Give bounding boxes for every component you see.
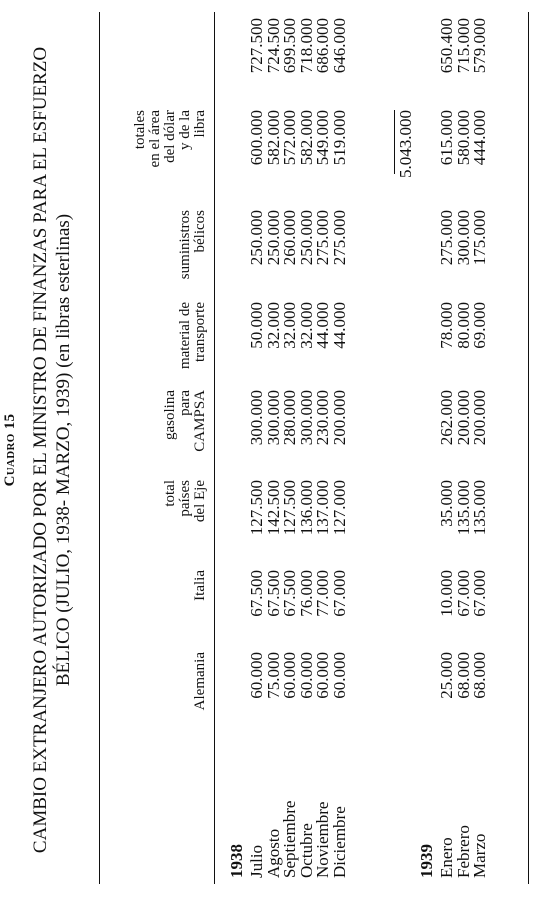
- bottom-rule: [528, 12, 529, 884]
- column-header-line: suministros: [177, 210, 193, 280]
- table-cell: 686.000: [313, 18, 333, 74]
- table-cell: 572.000: [280, 110, 300, 166]
- table-cell: 75.000: [263, 652, 283, 699]
- table-cell: 67.500: [280, 570, 300, 617]
- column-header-line: países: [177, 480, 193, 517]
- column-header-line: y de la: [177, 110, 193, 150]
- table-title-line2: BÉLICO (JULIO, 1938- MARZO, 1939) (en libras esterlinas): [53, 213, 74, 687]
- table-cell: 444.000: [470, 110, 490, 166]
- table-cell: 724.500: [263, 18, 283, 74]
- column-header-italia: [193, 570, 208, 640]
- table-cell: 300.000: [247, 390, 266, 446]
- column-header-line: total: [162, 480, 178, 507]
- table-cell: 715.000: [453, 18, 473, 74]
- table-cell: 69.000: [470, 302, 490, 349]
- table-cell: 137.000: [313, 480, 333, 536]
- table-cell: 727.500: [247, 18, 266, 74]
- table-cell: 250.000: [263, 210, 283, 266]
- column-header-line: CAMPSA: [192, 390, 208, 452]
- column-header-gasolina: [163, 390, 208, 460]
- table-cell: 275.000: [313, 210, 333, 266]
- table-cell: 280.000: [280, 390, 300, 446]
- table-cell: 60.000: [280, 652, 300, 699]
- table-cell: 67.000: [453, 570, 473, 617]
- table-cell: 260.000: [280, 210, 300, 266]
- table-cell: 262.000: [437, 390, 456, 446]
- table-cell: 50.000: [247, 302, 266, 349]
- table-cell: 136.000: [296, 480, 316, 536]
- table-cell: 60.000: [313, 652, 333, 699]
- table-cell: 44.000: [330, 302, 349, 349]
- table-cell: 300.000: [453, 210, 473, 266]
- table-cell: 582.000: [296, 110, 316, 166]
- table-cell: 32.000: [263, 302, 283, 349]
- column-header-line: material de: [177, 302, 193, 370]
- column-header-line: totales: [132, 110, 148, 150]
- table-cell: 579.000: [470, 18, 490, 74]
- table-cell: 76.000: [296, 570, 316, 617]
- table-cell: 135.000: [453, 480, 473, 536]
- table-cell: 77.000: [313, 570, 333, 617]
- table-cell: 44.000: [313, 302, 333, 349]
- table-cell: 250.000: [296, 210, 316, 266]
- row-label: Octubre: [296, 823, 316, 878]
- column-header-line: libra: [192, 110, 208, 138]
- column-header-alemania: [193, 652, 208, 722]
- column-header-suministros: [178, 210, 208, 280]
- caption-number: 15: [2, 413, 18, 434]
- table-cell: 68.000: [470, 652, 490, 699]
- column-header-line: Italia: [192, 570, 208, 601]
- table-cell: 78.000: [437, 302, 456, 349]
- column-header-line: del Eje: [192, 480, 208, 523]
- table-cell: 275.000: [437, 210, 456, 266]
- table-cell: 519.000: [330, 110, 349, 166]
- column-header-total_eje: [163, 480, 208, 550]
- header-rule: [214, 12, 215, 884]
- table-cell: 10.000: [437, 570, 456, 617]
- column-header-area_dolar: [133, 110, 208, 180]
- row-label: Diciembre: [330, 806, 349, 878]
- table-cell: 67.000: [470, 570, 490, 617]
- table-title-line1: CAMBIO EXTRANJERO AUTORIZADO POR EL MINISTRO DE FINANZAS PARA EL ESFUERZO: [30, 46, 51, 854]
- table-cell: 250.000: [247, 210, 266, 266]
- table-cell: 300.000: [296, 390, 316, 446]
- table-cell: 200.000: [470, 390, 490, 446]
- table-cell: 200.000: [330, 390, 349, 446]
- top-rule: [99, 12, 100, 884]
- column-header-line: del dólar: [162, 110, 178, 163]
- table-cell: 127.500: [280, 480, 300, 536]
- column-header-line: bélicos: [192, 210, 208, 253]
- table-cell: 25.000: [437, 652, 456, 699]
- caption-prefix: C: [2, 475, 18, 487]
- table-cell: 35.000: [437, 480, 456, 527]
- table-cell: 600.000: [247, 110, 266, 166]
- table-cell: 300.000: [263, 390, 283, 446]
- column-header-line: en el área: [147, 110, 163, 168]
- row-label: Septiembre: [280, 800, 300, 878]
- grand-total: 5.043.000: [396, 110, 415, 178]
- table-cell: 699.500: [280, 18, 300, 74]
- row-label: Agosto: [263, 828, 283, 878]
- table-cell: 32.000: [296, 302, 316, 349]
- table-cell: 60.000: [247, 652, 266, 699]
- row-label: Julio: [247, 844, 266, 878]
- table-cell: 135.000: [470, 480, 490, 536]
- table-cell: 646.000: [330, 18, 349, 74]
- row-label: Enero: [437, 837, 456, 878]
- table-cell: 32.000: [280, 302, 300, 349]
- table-cell: 615.000: [437, 110, 456, 166]
- caption-small: UADRO: [5, 433, 17, 476]
- table-cell: 67.500: [247, 570, 266, 617]
- table-cell: 127.500: [247, 480, 266, 536]
- row-label: Febrero: [453, 825, 473, 878]
- table-caption: [2, 0, 19, 900]
- column-header-line: para: [177, 390, 193, 416]
- table-cell: 200.000: [453, 390, 473, 446]
- table-cell: 68.000: [453, 652, 473, 699]
- table-cell: 60.000: [296, 652, 316, 699]
- table-cell: 230.000: [313, 390, 333, 446]
- year-heading: 1938: [227, 844, 246, 878]
- row-label: Marzo: [470, 833, 490, 878]
- table-cell: 127.000: [330, 480, 349, 536]
- table-cell: 650.400: [437, 18, 456, 74]
- column-header-transporte: [178, 302, 208, 372]
- table-cell: 275.000: [330, 210, 349, 266]
- table-cell: 67.500: [263, 570, 283, 617]
- column-header-line: transporte: [192, 302, 208, 362]
- table-cell: 67.000: [330, 570, 349, 617]
- table-cell: 142.500: [263, 480, 283, 536]
- column-header-line: Alemania: [192, 652, 208, 711]
- table-cell: 80.000: [453, 302, 473, 349]
- table-cell: 175.000: [470, 210, 490, 266]
- table-cell: 549.000: [313, 110, 333, 166]
- table-cell: 582.000: [263, 110, 283, 166]
- table-cell: 718.000: [296, 18, 316, 74]
- table-cell: 60.000: [330, 652, 349, 699]
- year-heading: 1939: [417, 844, 436, 878]
- grand-total-rule: [394, 110, 395, 174]
- table-cell: 580.000: [453, 110, 473, 166]
- row-label: Noviembre: [313, 801, 333, 878]
- column-header-line: gasolina: [162, 390, 178, 440]
